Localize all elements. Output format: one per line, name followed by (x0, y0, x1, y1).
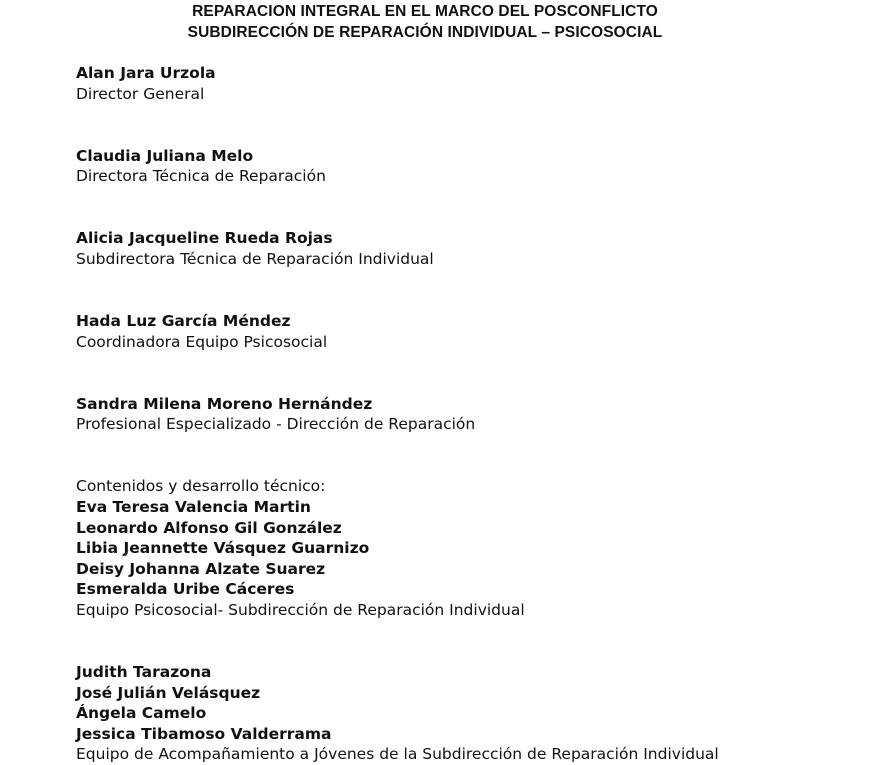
credit-entry (76, 63, 876, 104)
accompaniment-member-name: José Julián Velásquez (76, 683, 261, 702)
person-role: Subdirectora Técnica de Reparación Individual (76, 249, 434, 268)
person-name: Claudia Juliana Melo (76, 146, 254, 165)
header-title-line-2: SUBDIRECCIÓN DE REPARACIÓN INDIVIDUAL – PSICOSOCIAL (187, 23, 663, 41)
spacer (76, 352, 876, 394)
person-role: Profesional Especializado - Dirección de Reparación (76, 415, 476, 434)
person-name: Alan Jara Urzola (76, 64, 216, 82)
technical-member-name: Esmeralda Uribe Cáceres (76, 580, 295, 599)
technical-member-name: Eva Teresa Valencia Martin (76, 498, 311, 517)
credit-entry (76, 394, 876, 435)
credits-list (76, 63, 876, 765)
credit-entry (76, 228, 876, 269)
person-role: Directora Técnica de Reparación (76, 167, 326, 186)
technical-member-name: Leonardo Alfonso Gil González (76, 518, 342, 537)
header-title-line-1: REPARACION INTEGRAL EN EL MARCO DEL POSCONFLICTO (192, 3, 658, 20)
technical-team-block (76, 476, 876, 620)
spacer (76, 270, 876, 312)
spacer (76, 435, 876, 477)
technical-team-role: Equipo Psicosocial- Subdirección de Reparación Individual (76, 601, 525, 619)
person-name: Alicia Jacqueline Rueda Rojas (76, 229, 333, 248)
person-name: Hada Luz García Méndez (76, 312, 291, 331)
document-header (0, 2, 850, 43)
spacer (76, 104, 876, 146)
accompaniment-member-name: Judith Tarazona (76, 663, 212, 682)
technical-member-name: Libia Jeannette Vásquez Guarnizo (76, 539, 370, 558)
spacer (76, 621, 876, 663)
accompaniment-member-name: Ángela Camelo (76, 704, 207, 723)
spacer (76, 187, 876, 229)
person-role: Director General (76, 84, 205, 103)
credit-entry (76, 311, 876, 352)
credit-entry (76, 146, 876, 187)
accompaniment-member-name: Jessica Tibamoso Valderrama (76, 724, 332, 743)
accompaniment-team-role: Equipo de Acompañamiento a Jóvenes de la Subdirección de Reparación Individual (76, 745, 719, 764)
person-role: Coordinadora Equipo Psicosocial (76, 332, 328, 351)
person-name: Sandra Milena Moreno Hernández (76, 394, 373, 413)
technical-member-name: Deisy Johanna Alzate Suarez (76, 559, 326, 578)
technical-team-intro: Contenidos y desarrollo técnico: (76, 477, 326, 496)
